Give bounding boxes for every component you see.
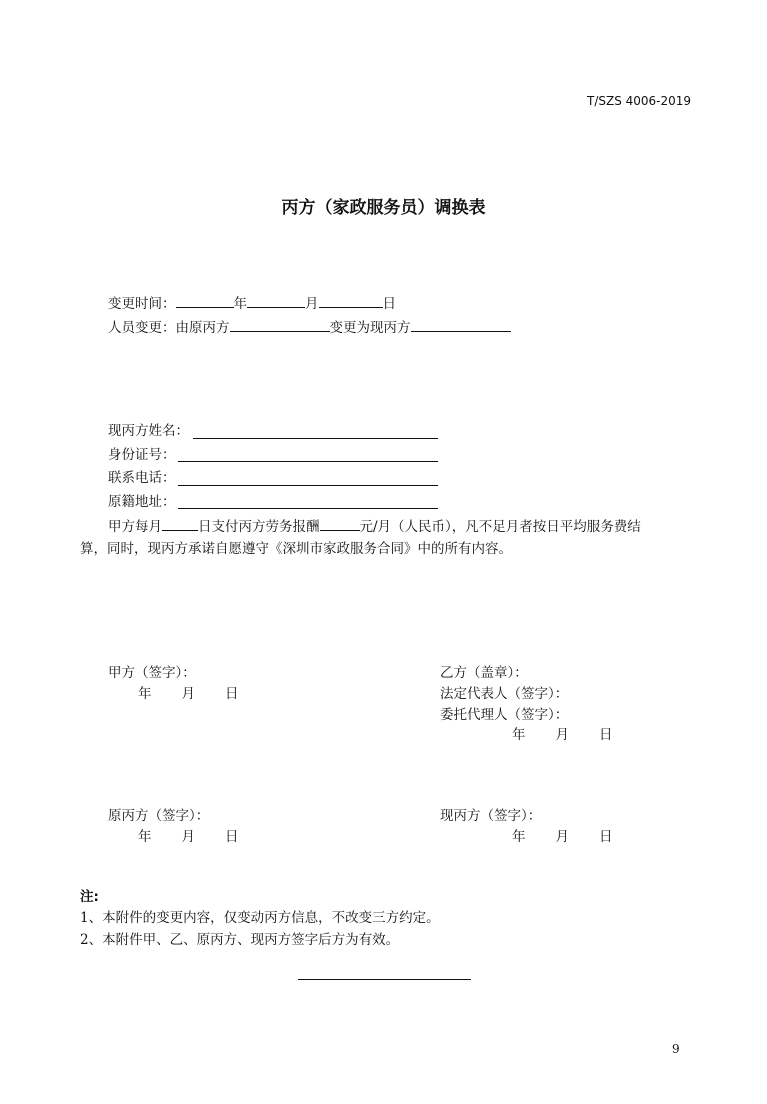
phone-line[interactable] xyxy=(178,485,438,486)
personnel-change-middle: 变更为现丙方 xyxy=(329,320,411,336)
day-label: 日 xyxy=(599,829,613,845)
name-line[interactable] xyxy=(193,438,438,439)
payment-part1: 甲方每月 xyxy=(108,519,162,535)
phone-label: 联系电话： xyxy=(108,470,176,486)
note-item-1: 1、本附件的变更内容，仅变动丙方信息，不改变三方约定。 xyxy=(80,910,440,926)
address-label: 原籍地址： xyxy=(108,494,176,510)
payment-line-1 xyxy=(108,516,641,536)
address-line[interactable] xyxy=(178,508,438,509)
payment-line-2: 算，同时，现丙方承诺自愿遵守《深圳市家政服务合同》中的所有内容。 xyxy=(80,541,512,557)
year-label: 年 xyxy=(512,829,526,845)
legal-rep-signature-label: 法定代表人（签字）： xyxy=(440,686,569,702)
notes-heading: 注: xyxy=(80,889,99,905)
personnel-change-label: 人员变更：由原丙方 xyxy=(108,320,230,336)
page-number: 9 xyxy=(672,1042,680,1056)
day-blank[interactable] xyxy=(319,293,383,308)
party-b-date xyxy=(512,726,613,744)
id-number-label: 身份证号： xyxy=(108,447,176,463)
name-label: 现丙方姓名： xyxy=(108,423,189,439)
new-party-c-blank[interactable] xyxy=(411,317,511,332)
original-party-c-date xyxy=(138,828,239,846)
month-label: 月 xyxy=(555,829,569,845)
payment-part2: 日支付丙方劳务报酬 xyxy=(198,519,320,535)
day-label: 日 xyxy=(382,296,396,312)
end-divider xyxy=(298,979,471,980)
month-label: 月 xyxy=(181,829,195,845)
page-title: 丙方（家政服务员）调换表 xyxy=(281,198,486,218)
year-label: 年 xyxy=(138,829,152,845)
personnel-change-row xyxy=(108,317,511,337)
payment-part3: 元/月（人民币），凡不足月者按日平均服务费结 xyxy=(359,519,641,535)
standard-code: T/SZS 4006-2019 xyxy=(587,94,692,108)
original-party-c-signature-label: 原丙方（签字）： xyxy=(108,808,210,824)
new-party-c-date xyxy=(512,828,613,846)
month-label: 月 xyxy=(181,686,195,702)
day-label: 日 xyxy=(599,727,613,743)
day-label: 日 xyxy=(225,829,239,845)
party-a-signature-label: 甲方（签字）： xyxy=(108,665,196,681)
change-time-label: 变更时间： xyxy=(108,296,176,312)
year-label: 年 xyxy=(233,296,247,312)
original-party-c-blank[interactable] xyxy=(230,317,330,332)
new-party-c-signature-label: 现丙方（签字）： xyxy=(440,808,542,824)
month-label: 月 xyxy=(305,296,319,312)
change-time-row xyxy=(108,293,396,313)
day-label: 日 xyxy=(225,686,239,702)
year-blank[interactable] xyxy=(176,293,234,308)
pay-day-blank[interactable] xyxy=(162,516,198,531)
pay-amount-blank[interactable] xyxy=(320,516,360,531)
agent-signature-label: 委托代理人（签字）： xyxy=(440,707,569,723)
id-number-line[interactable] xyxy=(178,461,438,462)
year-label: 年 xyxy=(512,727,526,743)
month-label: 月 xyxy=(555,727,569,743)
party-b-seal-label: 乙方（盖章）： xyxy=(440,665,528,681)
year-label: 年 xyxy=(138,686,152,702)
note-item-2: 2、本附件甲、乙、原丙方、现丙方签字后方为有效。 xyxy=(80,932,400,948)
month-blank[interactable] xyxy=(247,293,305,308)
party-a-date xyxy=(138,685,239,703)
